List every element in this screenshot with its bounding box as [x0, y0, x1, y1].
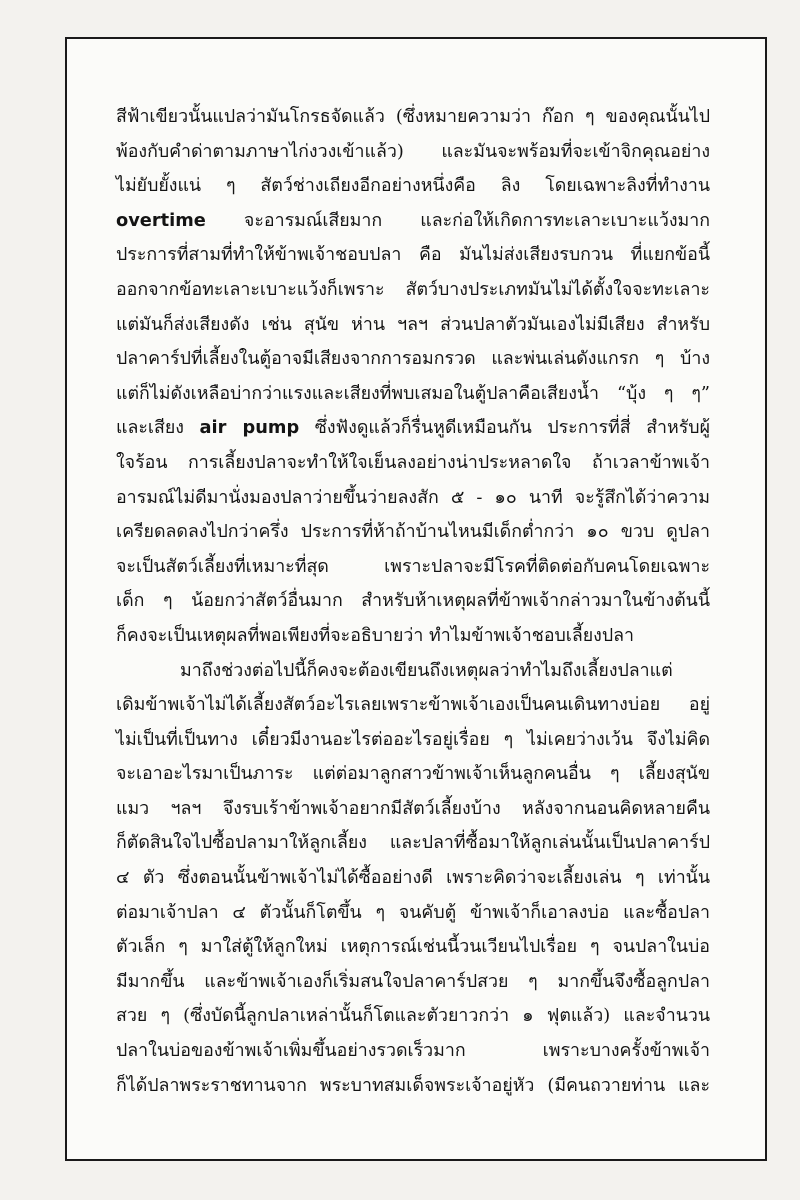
text-fragment: จะอารมณ์เสียมาก และก่อให้เกิดการทะเลาะเบาะแว้งมาก: [205, 209, 710, 231]
text-line: สวย ๆ (ซึ่งบัดนี้ลูกปลาเหล่านั้นก็โตและตัวยาวกว่า ๑ ฟุตแล้ว) และจำนวน: [116, 1005, 710, 1027]
paragraph-first-line: มาถึงช่วงต่อไปนี้ก็คงจะต้องเขียนถึงเหตุผลว่าทำไมถึงเลี้ยงปลาแต่: [180, 659, 673, 681]
text-fragment: และเสียง: [116, 417, 200, 439]
text-line: ออกจากข้อทะเลาะเบาะแว้งก็เพราะ สัตว์บางประเภทมันไม่ได้ตั้งใจจะทะเลาะ: [116, 278, 710, 300]
text-line: แต่มันก็ส่งเสียงดัง เช่น สุนัข ห่าน ฯลฯ ส่วนปลาตัวมันเองไม่มีเสียง สำหรับ: [116, 313, 710, 335]
english-term-air-pump: air pump: [199, 417, 300, 439]
text-line: พ้องกับคำด่าตามภาษาไก่งวงเข้าแล้ว) และมันจะพร้อมที่จะเข้าจิกคุณอย่าง: [116, 140, 710, 162]
text-line: จะเป็นสัตว์เลี้ยงที่เหมาะที่สุด เพราะปลาจะมีโรคที่ติดต่อกับคนโดยเฉพาะ: [116, 555, 710, 577]
text-line: เครียดลดลงไปกว่าครึ่ง ประการที่ห้าถ้าบ้านไหนมีเด็กต่ำกว่า ๑๐ ขวบ ดูปลา: [116, 521, 710, 543]
text-line: ประการที่สามที่ทำให้ข้าพเจ้าชอบปลา คือ มันไม่ส่งเสียงรบกวน ที่แยกข้อนี้: [116, 244, 710, 266]
text-line: [116, 411, 710, 446]
text-line: ปลาในบ่อของข้าพเจ้าเพิ่มขึ้นอย่างรวดเร็วมาก เพราะบางครั้งข้าพเจ้า: [116, 1040, 710, 1062]
page-text-body: [116, 100, 710, 1103]
text-line: [116, 204, 710, 239]
text-line: เดิมข้าพเจ้าไม่ได้เลี้ยงสัตว์อะไรเลยเพราะข้าพเจ้าเองเป็นคนเดินทางบ่อย อยู่: [116, 694, 710, 716]
text-line: ใจร้อน การเลี้ยงปลาจะทำให้ใจเย็นลงอย่างน่าประหลาดใจ ถ้าเวลาข้าพเจ้า: [116, 451, 710, 473]
english-term-overtime: overtime: [116, 209, 206, 231]
text-line: แมว ฯลฯ จึงรบเร้าข้าพเจ้าอยากมีสัตว์เลี้ยงบ้าง หลังจากนอนคิดหลายคืน: [116, 797, 710, 819]
text-line: ไม่เป็นที่เป็นทาง เดี๋ยวมีงานอะไรต่ออะไรอยู่เรื่อย ๆ ไม่เคยว่างเว้น จึงไม่คิด: [116, 728, 710, 750]
text-line: จะเอาอะไรมาเป็นภาระ แต่ต่อมาลูกสาวข้าพเจ้าเห็นลูกคนอื่น ๆ เลี้ยงสุนัข: [116, 763, 710, 785]
text-line: ต่อมาเจ้าปลา ๔ ตัวนั้นก็โตขึ้น ๆ จนคับตู้ ข้าพเจ้าก็เอาลงบ่อ และซื้อปลา: [116, 901, 710, 923]
text-line: ก็ตัดสินใจไปซื้อปลามาให้ลูกเลี้ยง และปลาที่ซื้อมาให้ลูกเล่นนั้นเป็นปลาคาร์ป: [116, 832, 710, 854]
text-line: เด็ก ๆ น้อยกว่าสัตว์อื่นมาก สำหรับห้าเหตุผลที่ข้าพเจ้ากล่าวมาในข้างต้นนี้: [116, 590, 710, 612]
text-line: อารมณ์ไม่ดีมานั่งมองปลาว่ายขึ้นว่ายลงสัก ๕ - ๑๐ นาที จะรู้สึกได้ว่าความ: [116, 486, 710, 508]
text-line: แต่ก็ไม่ดังเหลือบ่ากว่าแรงและเสียงที่พบเสมอในตู้ปลาคือเสียงน้ำ “บุ้ง ๆ ๆ”: [116, 382, 710, 404]
text-line: ก็คงจะเป็นเหตุผลที่พอเพียงที่จะอธิบายว่า ทำไมข้าพเจ้าชอบเลี้ยงปลา: [116, 624, 635, 646]
text-line: มีมากขึ้น และข้าพเจ้าเองก็เริ่มสนใจปลาคาร์ปสวย ๆ มากขึ้นจึงซื้อลูกปลา: [116, 970, 710, 992]
text-line: ปลาคาร์ปที่เลี้ยงในตู้อาจมีเสียงจากการอมกรวด และพ่นเล่นดังแกรก ๆ บ้าง: [116, 348, 710, 370]
text-line: สีฟ้าเขียวนั้นแปลว่ามันโกรธจัดแล้ว (ซึ่งหมายความว่า ก๊อก ๆ ของคุณนั้นไป: [116, 106, 710, 127]
text-line: ก็ได้ปลาพระราชทานจาก พระบาทสมเด็จพระเจ้าอยู่หัว (มีคนถวายท่าน และ: [116, 1074, 710, 1096]
text-line: ไม่ยับยั้งแน่ ๆ สัตว์ช่างเถียงอีกอย่างหนึ่งคือ ลิง โดยเฉพาะลิงที่ทำงาน: [116, 175, 710, 197]
text-line: ตัวเล็ก ๆ มาใส่ตู้ให้ลูกใหม่ เหตุการณ์เช่นนี้วนเวียนไปเรื่อย ๆ จนปลาในบ่อ: [116, 936, 710, 958]
text-fragment: ซึ่งฟังดูแล้วก็รื่นหูดีเหมือนกัน ประการที่สี่ สำหรับผู้: [299, 417, 711, 439]
text-line: ๔ ตัว ซึ่งตอนนั้นข้าพเจ้าไม่ได้ซื้ออย่างดี เพราะคิดว่าจะเลี้ยงเล่น ๆ เท่านั้น: [116, 867, 710, 889]
